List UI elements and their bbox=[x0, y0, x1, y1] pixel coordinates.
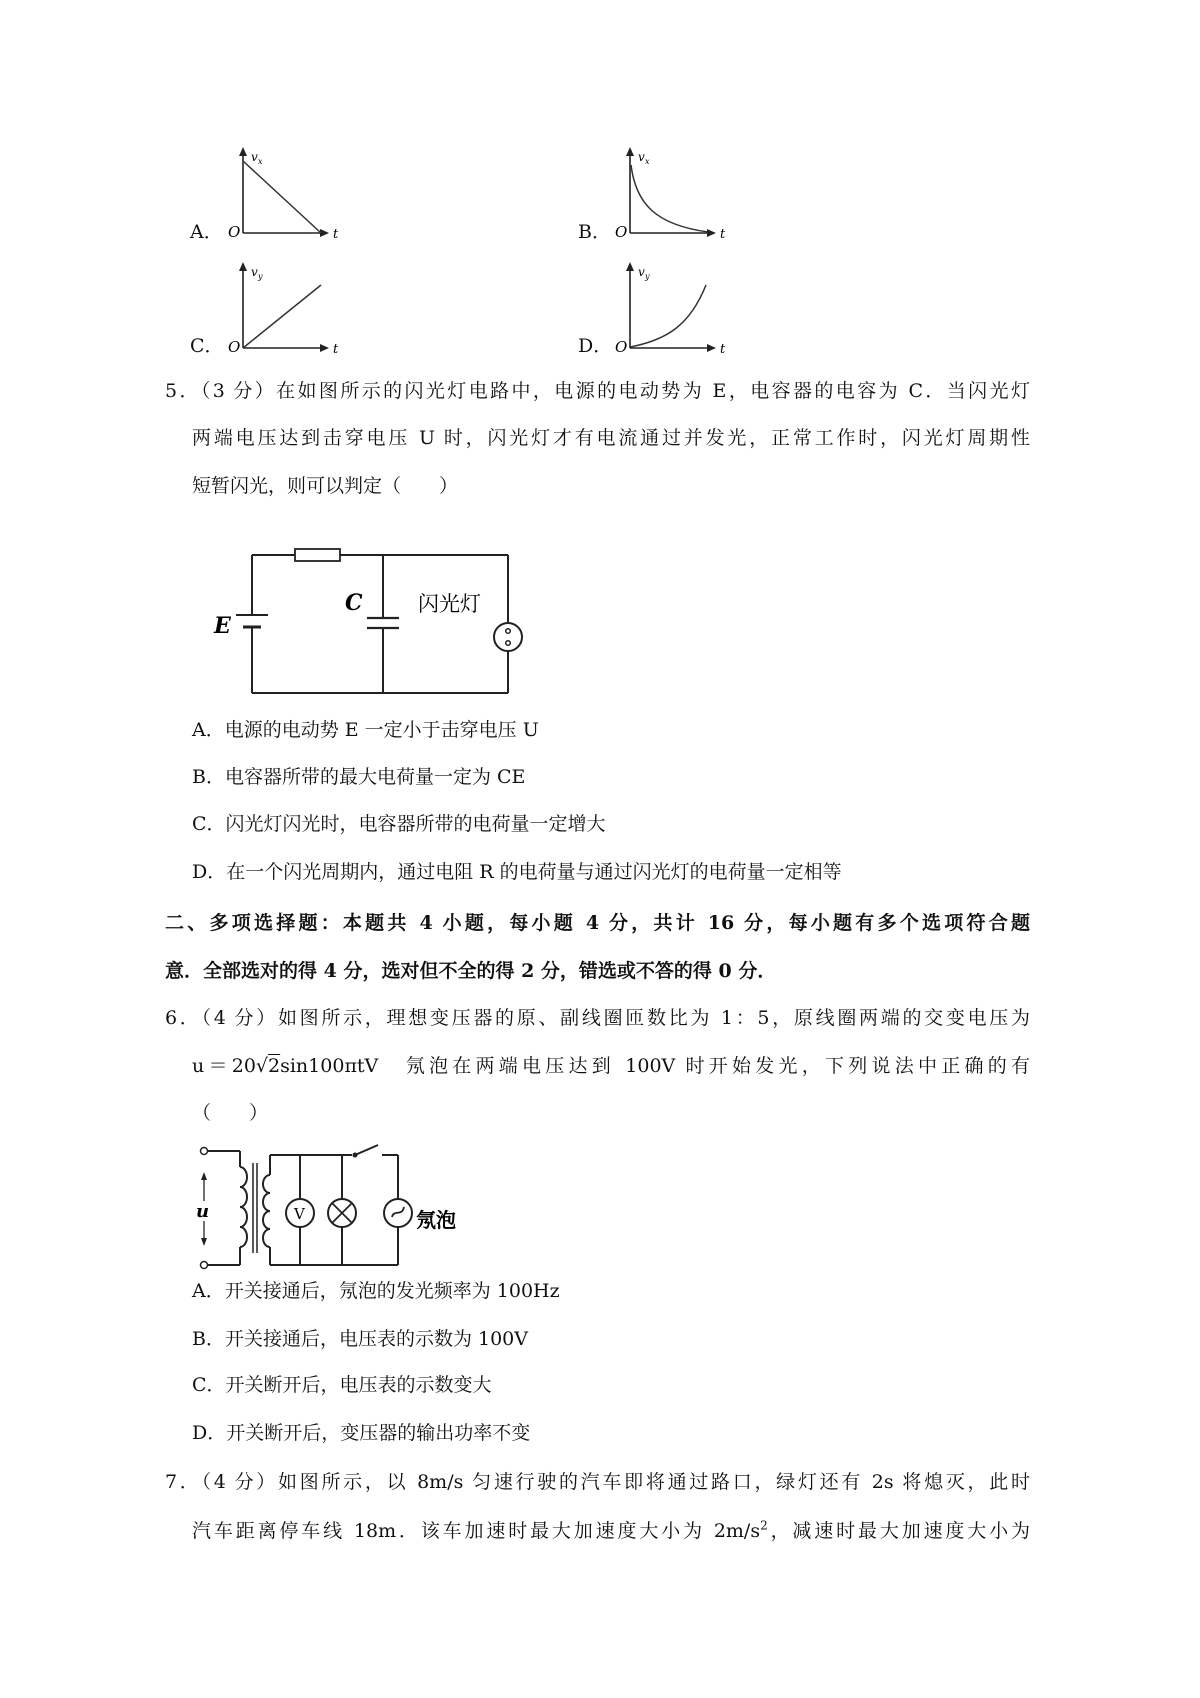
v-axis-letter: v bbox=[638, 150, 645, 164]
q7-stem-line-1: 7．（4 分）如图所示，以 8m/s 匀速行驶的汽车即将通过路口，绿灯还有 2s 将熄灭，此时 bbox=[165, 1471, 1030, 1493]
q7-stem-line-2 bbox=[192, 1518, 1030, 1544]
origin-label: O bbox=[228, 338, 241, 356]
section-2-line-1: 二、多项选择题：本题共 4 小题，每小题 4 分，共计 16 分，每小题有多个选项符合题 bbox=[165, 912, 1030, 934]
terminal-bottom bbox=[201, 1262, 208, 1269]
q6-formula-prefix: u＝20 bbox=[192, 1055, 256, 1077]
graph-d bbox=[612, 260, 742, 360]
terminal-top bbox=[201, 1148, 208, 1155]
q6-stem-line-1: 6．（4 分）如图所示，理想变压器的原、副线圈匝数比为 1：5，原线圈两端的交变电压为 bbox=[165, 1007, 1030, 1029]
q6-option-c: C．开关断开后，电压表的示数变大 bbox=[192, 1374, 492, 1396]
q7-line2-rest: ，减速时最大加速度大小为 bbox=[767, 1520, 1030, 1542]
battery-label: E bbox=[214, 613, 231, 639]
origin-label: O bbox=[615, 338, 628, 356]
q6-option-a: A．开关接通后，氖泡的发光频率为 100Hz bbox=[192, 1280, 560, 1302]
transformer-circuit-diagram bbox=[196, 1145, 500, 1275]
v-axis-sub: y bbox=[645, 272, 650, 281]
v-axis-letter: v bbox=[251, 265, 258, 279]
voltmeter-label: V bbox=[294, 1205, 305, 1223]
option-label: C． bbox=[190, 335, 224, 357]
v-axis-sub: y bbox=[258, 272, 263, 281]
option-label: D． bbox=[578, 335, 613, 357]
graph-curve bbox=[243, 285, 321, 348]
v-axis-sub: x bbox=[645, 157, 650, 166]
q6-stem-line-3: （ ） bbox=[192, 1102, 269, 1124]
graph-c bbox=[225, 260, 355, 360]
q5-stem-line-2: 两端电压达到击穿电压 U 时，闪光灯才有电流通过并发光，正常工作时，闪光灯周期性 bbox=[192, 427, 1030, 449]
graph-a bbox=[225, 145, 355, 245]
q5-stem-line-1: 5．（3 分）在如图所示的闪光灯电路中，电源的电动势为 E，电容器的电容为 C．当闪光灯 bbox=[165, 380, 1030, 402]
graph-b bbox=[612, 145, 742, 245]
graph-curve bbox=[630, 285, 706, 347]
t-axis-letter: t bbox=[333, 342, 339, 357]
option-label: A． bbox=[190, 221, 223, 243]
q7-line2-text: 汽车距离停车线 18m．该车加速时最大加速度大小为 2m/s bbox=[192, 1520, 761, 1542]
switch-blade bbox=[355, 1145, 378, 1155]
q5-option-b: B．电容器所带的最大电荷量一定为 CE bbox=[192, 766, 526, 788]
u-label: u bbox=[196, 1201, 210, 1222]
origin-label: O bbox=[615, 223, 628, 241]
q6-option-d: D．开关断开后，变压器的输出功率不变 bbox=[192, 1422, 531, 1444]
t-axis-letter: t bbox=[333, 227, 339, 242]
origin-label: O bbox=[228, 223, 241, 241]
q5-option-c: C．闪光灯闪光时，电容器所带的电荷量一定增大 bbox=[192, 813, 606, 835]
option-label: B． bbox=[578, 221, 611, 243]
q7-superscript: 2 bbox=[760, 1518, 768, 1533]
q6-stem-line-2 bbox=[192, 1053, 1030, 1079]
q6-option-b: B．开关接通后，电压表的示数为 100V bbox=[192, 1328, 528, 1350]
section-2-line-2: 意．全部选对的得 4 分，选对但不全的得 2 分，错选或不答的得 0 分． bbox=[165, 960, 777, 982]
flash-lamp-circuit-diagram bbox=[200, 545, 530, 705]
y-axis-arrow bbox=[239, 147, 247, 156]
v-axis-letter: v bbox=[251, 150, 258, 164]
v-axis-letter: v bbox=[638, 265, 645, 279]
q6-formula-rest: sin100πtV 氖泡在两端电压达到 100V 时开始发光，下列说法中正确的有 bbox=[280, 1055, 1030, 1077]
sqrt-radicand: 2 bbox=[268, 1055, 281, 1077]
secondary-coil bbox=[263, 1175, 270, 1247]
flash-lamp-label: 闪光灯 bbox=[418, 592, 481, 616]
primary-coil bbox=[240, 1167, 247, 1247]
graph-curve bbox=[243, 161, 321, 233]
t-axis-letter: t bbox=[720, 227, 726, 242]
t-axis-letter: t bbox=[720, 342, 726, 357]
resistor bbox=[295, 549, 340, 561]
q5-stem-line-3: 短暂闪光，则可以判定（ ） bbox=[192, 475, 459, 497]
x-axis-arrow bbox=[320, 229, 329, 237]
graph-curve bbox=[631, 165, 708, 232]
sqrt-sign: √ bbox=[255, 1055, 269, 1077]
flash-lamp-symbol bbox=[494, 623, 522, 651]
q5-option-d: D．在一个闪光周期内，通过电阻 R 的电荷量与通过闪光灯的电荷量一定相等 bbox=[192, 861, 842, 883]
neon-bulb-label: 氖泡 bbox=[416, 1208, 456, 1232]
v-axis-sub: x bbox=[258, 157, 263, 166]
capacitor-label: C bbox=[345, 590, 363, 616]
q5-option-a: A．电源的电动势 E 一定小于击穿电压 U bbox=[192, 719, 539, 741]
